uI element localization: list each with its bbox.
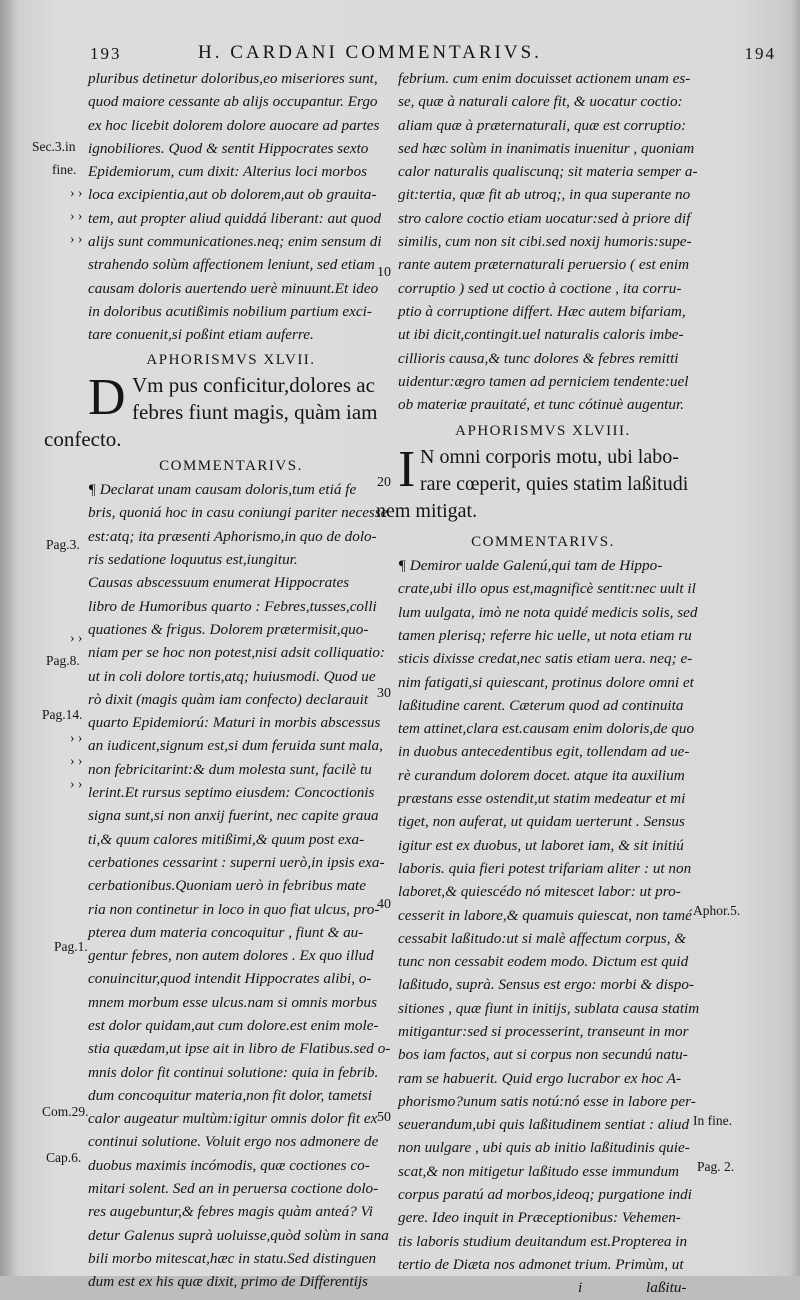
margin-note-pag14: Pag.14.	[42, 707, 83, 722]
text-line: git:tertia, quæ fit ab utroq;, in qua superante no	[398, 186, 691, 204]
text-line: cessabit laßitudo:ut si malè affectum corpus, &	[398, 929, 687, 947]
text-line: ut ibi dicit,contingit.uel naturalis caloris imbe-	[398, 326, 684, 344]
text-line: rò dixit (magis quàm iam confecto) declarauit	[88, 690, 369, 708]
text-line: in duobus antecedentibus egit, tollendam ad ue-	[398, 743, 690, 761]
aphorism-48-line: N omni corporis motu, ubi labo-	[420, 445, 679, 468]
text-line: ex hoc licebit dolorem dolore auocare ad partes	[88, 116, 380, 134]
text-line: gentur febres, non autem dolores . Ex quo illud	[88, 947, 374, 965]
text-line: duobus maximis incómodis, quæ coctiones co-	[88, 1156, 370, 1174]
page-number-left: 193	[90, 44, 122, 63]
text-line: ignobiliores. Quod & sentit Hippocrates sexto	[88, 139, 369, 157]
text-line: causam doloris auertendo uerè minuunt.Et ideo	[88, 279, 379, 297]
aphorism-47-line: febres fiunt magis, quàm iam	[132, 399, 378, 424]
text-line: sed hæc solùm in inanimatis inuenitur , quoniam	[398, 139, 695, 157]
text-line: res augebuntur,& febres magis quàm anteá? Vi	[88, 1203, 374, 1221]
text-line: bris, quoniá hoc in casu coniungi pariter necesse	[88, 504, 388, 522]
margin-quote-mark: › ›	[70, 231, 83, 246]
text-line: pluribus detinetur doloribus,eo miseriores sunt,	[88, 70, 378, 87]
text-line: ria non continetur in loco in quo fiat ulcus, pro-	[88, 900, 380, 918]
text-line: corpus paratú ad morbos,ideoq; purgatione indi	[398, 1186, 692, 1204]
text-line: ram se habuerit. Quid ergo lucrabor ex hoc A-	[398, 1069, 682, 1087]
text-line: an iudicent,signum est,si dum feruida sunt mala,	[88, 737, 383, 755]
text-line: quod maiore cessante ab alijs occupantur. Ergo	[88, 93, 378, 111]
commentary-heading-48: COMMENTARIVS.	[471, 533, 615, 550]
margin-note-aphor5: Aphor.5.	[693, 903, 741, 918]
signature-mark: i	[578, 1279, 583, 1297]
text-line: præstans esse ostendit,ut statim medeatur et mi	[398, 790, 686, 808]
text-line: cesserit in labore,& quamuis quiescat, non tamé	[398, 906, 692, 924]
text-line: sitiones , quæ fiunt in initijs, sublata causa statim	[398, 999, 700, 1017]
text-line: quationes & frigus. Dolorem prætermisit,quo-	[88, 620, 369, 638]
margin-note-com29: Com.29.	[42, 1104, 89, 1119]
text-line: ¶ Demiror ualde Galenú,qui tam de Hippo-	[398, 557, 663, 575]
text-line: mitigantur:sed si processerint, transeunt in mor	[398, 1022, 689, 1040]
text-line: tunc non cessabit eodem modo. Dictum est quid	[398, 953, 689, 971]
aphorism-heading-47: APHORISMVS XLVII.	[146, 351, 316, 368]
text-line: libro de Humoribus quarto : Febres,tusses,colli	[88, 597, 377, 615]
catchword-line	[398, 1276, 688, 1299]
aphorism-heading-48: APHORISMVS XLVIII.	[455, 423, 631, 440]
text-line: se, quæ à naturali calore fit, & uocatur coctio:	[398, 93, 683, 111]
margin-note-cap6: Cap.6.	[46, 1150, 82, 1165]
text-line: similis, cum non sit cibi.sed noxij humoris:supe-	[398, 233, 692, 251]
running-header	[80, 40, 790, 70]
margin-quote-mark: › ›	[70, 776, 83, 791]
margin-quote-mark: › ›	[70, 630, 83, 645]
line-number-10: 10	[377, 265, 391, 280]
text-line: ris sedatione loquutus est,iungitur.	[88, 551, 298, 569]
text-line: laboris. quia fieri potest trifariam aliter : ut non	[398, 859, 692, 877]
text-line: stia quædam,ut ipse ait in libro de Flatibus.sed o-	[88, 1040, 391, 1058]
text-line: igitur est ex duobus, ut laboret iam, & sit initiú	[398, 836, 684, 854]
text-line: crate,ubi illo opus est,magnificè sentit:nec uult il	[398, 580, 696, 598]
text-line: dum est ex his quæ dixit, primo de Differentijs	[88, 1273, 368, 1291]
dropcap-i: I	[398, 440, 416, 498]
text-line: scat,& non mitigetur laßitudo esse immundum	[398, 1162, 679, 1180]
text-line: Epidemiorum, cum dixit: Alterius loci morbos	[88, 163, 367, 181]
text-line: rè curandum dolorem docet. atque ita auxilium	[398, 766, 685, 784]
margin-quote-mark: › ›	[70, 185, 83, 200]
aphorism-47-text	[44, 368, 378, 453]
text-line: laßitudine carent. Cæterum quod ad continuita	[398, 696, 684, 714]
text-line: est dolor quidam,aut cum dolore.est enim mole-	[88, 1016, 379, 1034]
text-line: tem attinet,clara est.causam enim doloris,de quo	[398, 720, 695, 738]
text-line: laboret,& quiescédo nó mitescet labor: ut pro-	[398, 883, 681, 901]
margin-note-fine: fine.	[52, 162, 77, 177]
commentary-heading-47: COMMENTARIVS.	[159, 457, 303, 474]
text-line: bos iam factos, aut si corpus non secundú natu-	[398, 1046, 688, 1064]
text-line: nim fatigati,si quiescant, protinus dolore omni et	[398, 673, 694, 691]
right-text-block-a	[398, 67, 698, 416]
text-line: tiget, non auferat, ut quidam uerterunt . Sensus	[398, 813, 685, 831]
text-line: calor augeatur multùm:igitur omnis dolor fit ex	[88, 1110, 378, 1128]
text-line: ob materiæ prauitaté, et tunc cótinuè augentur.	[398, 396, 684, 414]
text-line: conuincitur,quod intendit Hippocrates alibi, o-	[88, 970, 372, 988]
text-line: sticis dixisse credat,nec satis etiam uera. neq; e-	[398, 650, 693, 668]
margin-note-pag2: Pag. 2.	[697, 1159, 735, 1174]
text-line: quarto Epidemiorú: Maturi in morbis abscessus	[88, 714, 381, 732]
text-line: ¶ Declarat unam causam doloris,tum etiá fe	[88, 481, 357, 499]
text-line: niam per se hoc non potest,nisi adsit colliquatio:	[88, 644, 385, 662]
text-line: est:atq; ita præsenti Aphorismo,in quo de dolo-	[88, 527, 377, 545]
line-number-40: 40	[377, 897, 391, 912]
text-line: pterea dum materia concoquitur , fiunt & au-	[88, 923, 364, 941]
text-line: loca excipientia,aut ob dolorem,aut ob grauita-	[88, 186, 377, 204]
text-line: bili morbo mitescat,hæc in statu.Sed distinguen	[88, 1249, 377, 1267]
page-number-right: 194	[744, 44, 776, 63]
aphorism-47-line: confecto.	[44, 426, 122, 451]
text-line: continui solutione. Voluit ergo nos admonere de	[88, 1133, 379, 1151]
text-line: stro calore coctio etiam uocatur:sed à priore dif	[398, 209, 691, 227]
aphorism-48-line: rare cœperit, quies statim laßitudi	[420, 472, 689, 495]
text-line: febrium. cum enim docuisset actionem unam es-	[398, 70, 691, 87]
text-line: tertio de Diæta nos admonet trium. Primùm, ut	[398, 1255, 684, 1273]
text-line: lum uulgata, imò ne nota quidé medicis solis, sed	[398, 603, 698, 621]
text-line: strahendo solùm affectionem leniunt, sed etiam	[88, 256, 375, 274]
catchword: laßitu-	[646, 1279, 687, 1297]
text-line: non febricitarint:& dum molesta sunt, facilè tu	[88, 760, 372, 778]
text-line: corruptio ) sed ut coctio à coctione , ita corru-	[398, 279, 682, 297]
text-line: calor naturalis qualiscunq; sit materia semper a-	[398, 163, 698, 181]
line-number-50: 50	[377, 1110, 391, 1125]
text-line: rante autem præternaturali peruersio ( est enim	[398, 256, 690, 274]
text-line: phorismo?unum satis notú:nó esse in labore per-	[398, 1092, 696, 1110]
margin-note-sec3: Sec.3.in	[32, 139, 76, 154]
text-line: ut in coli dolore tortis,atq; huiusmodi. Quod ue	[88, 667, 376, 685]
margin-note-pag1: Pag.1.	[54, 939, 88, 954]
line-number-20: 20	[377, 475, 391, 490]
text-line: mitari solent. Sed an in peruersa coctione dolo-	[88, 1180, 379, 1198]
text-line: laßitudo, suprà. Sensus est ergo: morbi & dispo-	[398, 976, 695, 994]
text-line: seuerandum,ubi quis laßitudinem sentiat : aliud	[398, 1116, 690, 1134]
text-line: cerbationibus.Quoniam uerò in febribus mate	[88, 877, 366, 895]
left-text-block-a	[88, 67, 382, 347]
text-line: tis laboris studium deuitandum est.Propterea in	[398, 1232, 688, 1250]
margin-note-pag3: Pag.3.	[46, 537, 80, 552]
right-text-block-b	[398, 554, 700, 1276]
text-line: tamen plerisq; referre hic uelle, ut nota etiam ru	[398, 626, 692, 644]
text-line: in doloribus acutißimis nobilium partium exci-	[88, 302, 372, 320]
text-line: gere. Ideo inquit in Præceptionibus: Vehemen-	[398, 1209, 681, 1227]
aphorism-48-line: nem mitigat.	[376, 499, 478, 522]
text-line: signa sunt,si non anxij fuerint, nec capite graua	[88, 807, 379, 825]
text-line: tare conuenit,si poßint etiam auferre.	[88, 326, 314, 344]
margin-note-pag8: Pag.8.	[46, 653, 80, 668]
margin-quote-mark: › ›	[70, 730, 83, 745]
running-title: H. CARDANI COMMENTARIVS.	[198, 42, 542, 63]
aphorism-47-line: Vm pus conficitur,dolores ac	[132, 372, 375, 397]
text-line: ptio à corruptione differt. Hæc autem bifariam,	[398, 302, 686, 320]
text-line: ti,& quum calores mitißimi,& quum post exa-	[88, 830, 365, 848]
text-line: mnem morbum esse ulcus.nam si omnis morbus	[88, 993, 377, 1011]
margin-quote-mark: › ›	[70, 208, 83, 223]
text-line: lerint.Et rursus septimo eiusdem: Concoctionis	[88, 784, 375, 802]
text-line: cerbationes cessarint : superni uerò,in ipsis exa-	[88, 853, 385, 871]
text-line: alijs sunt communicationes.neq; enim sensum di	[88, 233, 382, 251]
dropcap-d: D	[88, 368, 126, 426]
text-line: cillioris causa,& tunc dolores & febres remitti	[398, 349, 679, 367]
text-line: aliam quæ à præternaturali, quæ est corruptio:	[398, 116, 687, 134]
margin-quote-mark: › ›	[70, 753, 83, 768]
text-line: tem, aut propter aliud quiddá liberant: aut quod	[88, 209, 382, 227]
text-line: Causas abscessuum enumerat Hippocrates	[88, 574, 350, 592]
text-line: uidentur:ægro tamen ad perniciem tendente:uel	[398, 372, 689, 390]
text-line: dum concoquitur materia,non fit dolor, tametsi	[88, 1086, 372, 1104]
text-line: detur Galenus suprà uoluisse,quòd solùm in sana	[88, 1226, 389, 1244]
text-line: non uulgare , ubi quis ab initio laßitudinis quie-	[398, 1139, 690, 1157]
line-number-30: 30	[377, 686, 391, 701]
margin-note-in-fine: In fine.	[693, 1113, 732, 1128]
text-line: mnis dolor fit continui solutione: quia in febrib.	[88, 1063, 379, 1081]
